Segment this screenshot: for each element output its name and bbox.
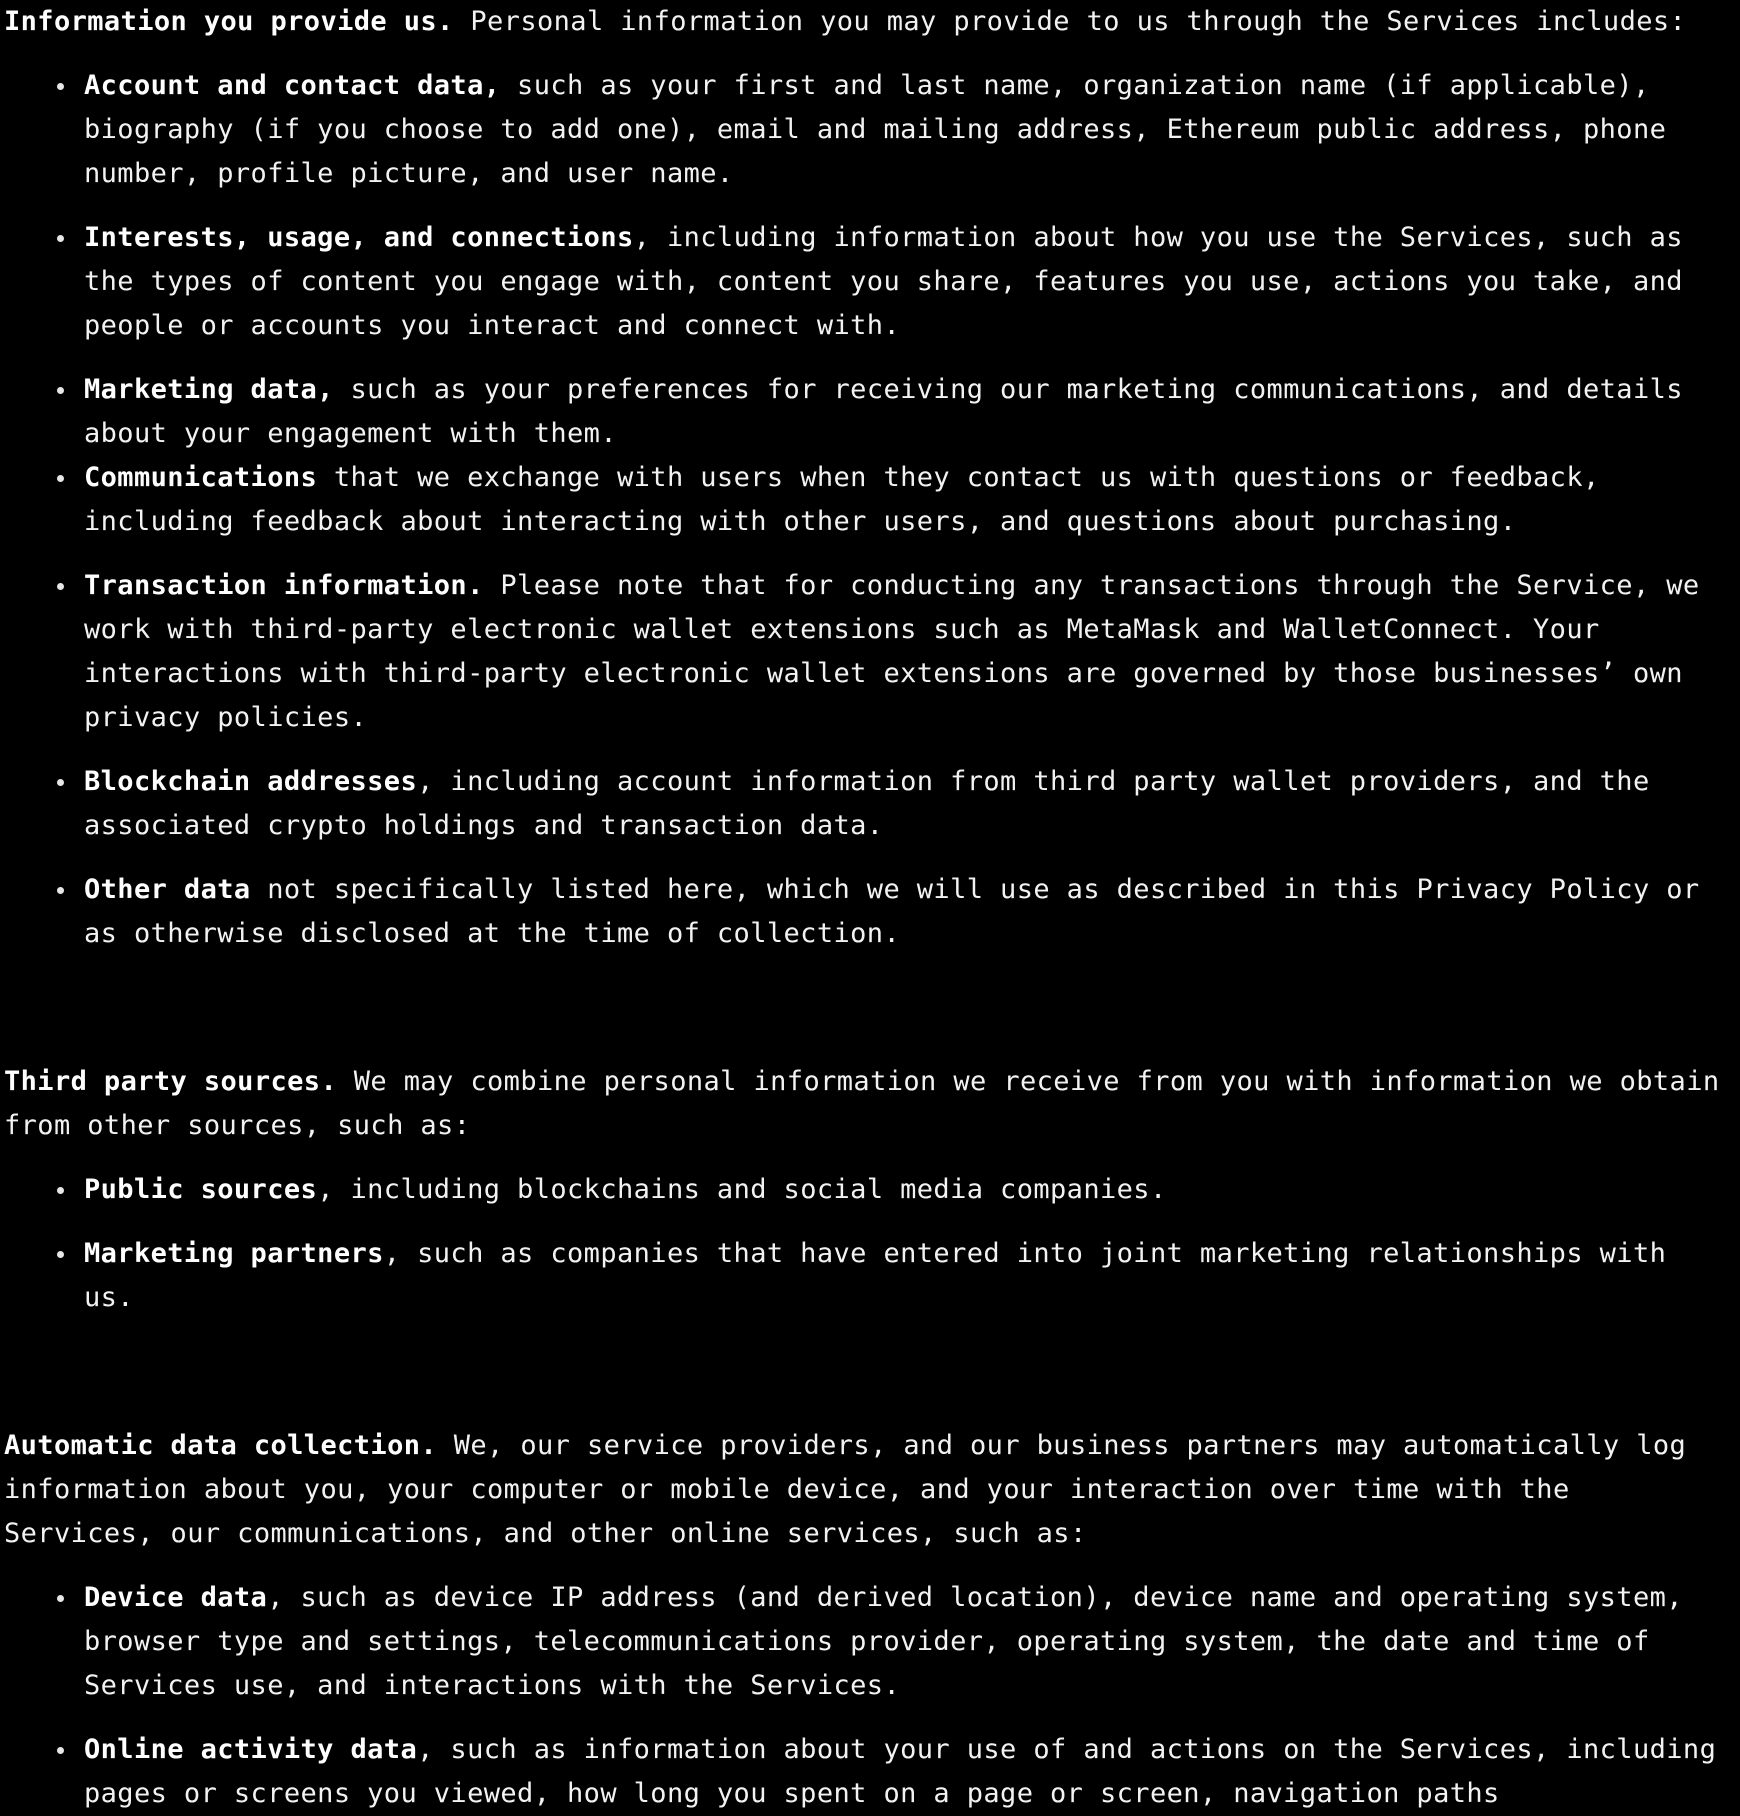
list-item — [4, 368, 1740, 456]
item-lead: Transaction information. — [84, 570, 484, 601]
item-lead: Other data — [84, 874, 251, 905]
item-lead: Public sources — [84, 1174, 318, 1205]
list-item — [4, 216, 1740, 348]
item-text: such as your preferences for receiving our marketing communications, and details about your engagement with them. — [84, 374, 1683, 449]
section-gap — [4, 1340, 1740, 1424]
section-intro — [4, 1060, 1740, 1148]
section-lead: Automatic data collection. — [4, 1430, 438, 1461]
item-text: such as your first and last name, organization name (if applicable), biography (if you choose to add one), email and mailing address, Ethereum public address, phone number, profile picture, and user name. — [84, 70, 1667, 189]
list-item — [4, 1728, 1740, 1816]
item-lead: Device data — [84, 1582, 268, 1613]
item-text: , such as information about your use of and actions on the Services, including pages or screens you viewed, how long you spent on a page or screen, navigation paths — [84, 1734, 1717, 1809]
item-lead: Communications — [84, 462, 318, 493]
section-information-you-provide — [4, 0, 1740, 956]
section-lead: Third party sources. — [4, 1066, 338, 1097]
item-text: not specifically listed here, which we will use as described in this Privacy Policy or as otherwise disclosed at the time of collection. — [84, 874, 1700, 949]
item-lead: Marketing partners — [84, 1238, 384, 1269]
section-gap — [4, 976, 1740, 1060]
list-item — [4, 564, 1740, 740]
bullet-list — [4, 1168, 1740, 1320]
list-item — [4, 1168, 1740, 1212]
list-item — [4, 64, 1740, 196]
item-text: , including account information from third party wallet providers, and the associated crypto holdings and transaction data. — [84, 766, 1650, 841]
item-text: , including information about how you use the Services, such as the types of content you engage with, content you share, features you use, actions you take, and people or accounts you interact and connect with. — [84, 222, 1683, 341]
section-automatic-data-collection — [4, 1424, 1740, 1816]
section-third-party-sources — [4, 1060, 1740, 1320]
section-text: We, our service providers, and our business partners may automatically log information about you, your computer or mobile device, and your interaction over time with the Services, our communications, and other online services, such as: — [4, 1430, 1687, 1549]
item-text: that we exchange with users when they contact us with questions or feedback, including feedback about interacting with other users, and questions about purchasing. — [84, 462, 1600, 537]
item-lead: Interests, usage, and connections — [84, 222, 634, 253]
item-lead: Marketing data, — [84, 374, 334, 405]
section-intro — [4, 0, 1740, 44]
section-text: Personal information you may provide to us through the Services includes: — [453, 6, 1687, 37]
list-item — [4, 760, 1740, 848]
list-item — [4, 1576, 1740, 1708]
section-text: We may combine personal information we receive from you with information we obtain from other sources, such as: — [4, 1066, 1720, 1141]
section-intro — [4, 1424, 1740, 1556]
item-text: Please note that for conducting any transactions through the Service, we work with third-party electronic wallet extensions such as MetaMask and WalletConnect. Your interactions with third-party electronic wallet extensions are governed by those businesses’ own privacy policies. — [84, 570, 1700, 733]
item-text: , such as companies that have entered into joint marketing relationships with us. — [84, 1238, 1667, 1313]
bullet-list — [4, 1576, 1740, 1816]
item-lead: Account and contact data, — [84, 70, 501, 101]
section-lead: Information you provide us. — [4, 6, 454, 37]
item-text: , such as device IP address (and derived location), device name and operating system, browser type and settings, telecommunications provider, operating system, the date and time of Services use, and interactions with the Services. — [84, 1582, 1683, 1701]
bullet-list — [4, 64, 1740, 956]
list-item — [4, 868, 1740, 956]
item-lead: Blockchain addresses — [84, 766, 418, 797]
list-item — [4, 1232, 1740, 1320]
list-item — [4, 456, 1740, 544]
item-lead: Online activity data — [84, 1734, 418, 1765]
item-text: , including blockchains and social media companies. — [317, 1174, 1167, 1205]
